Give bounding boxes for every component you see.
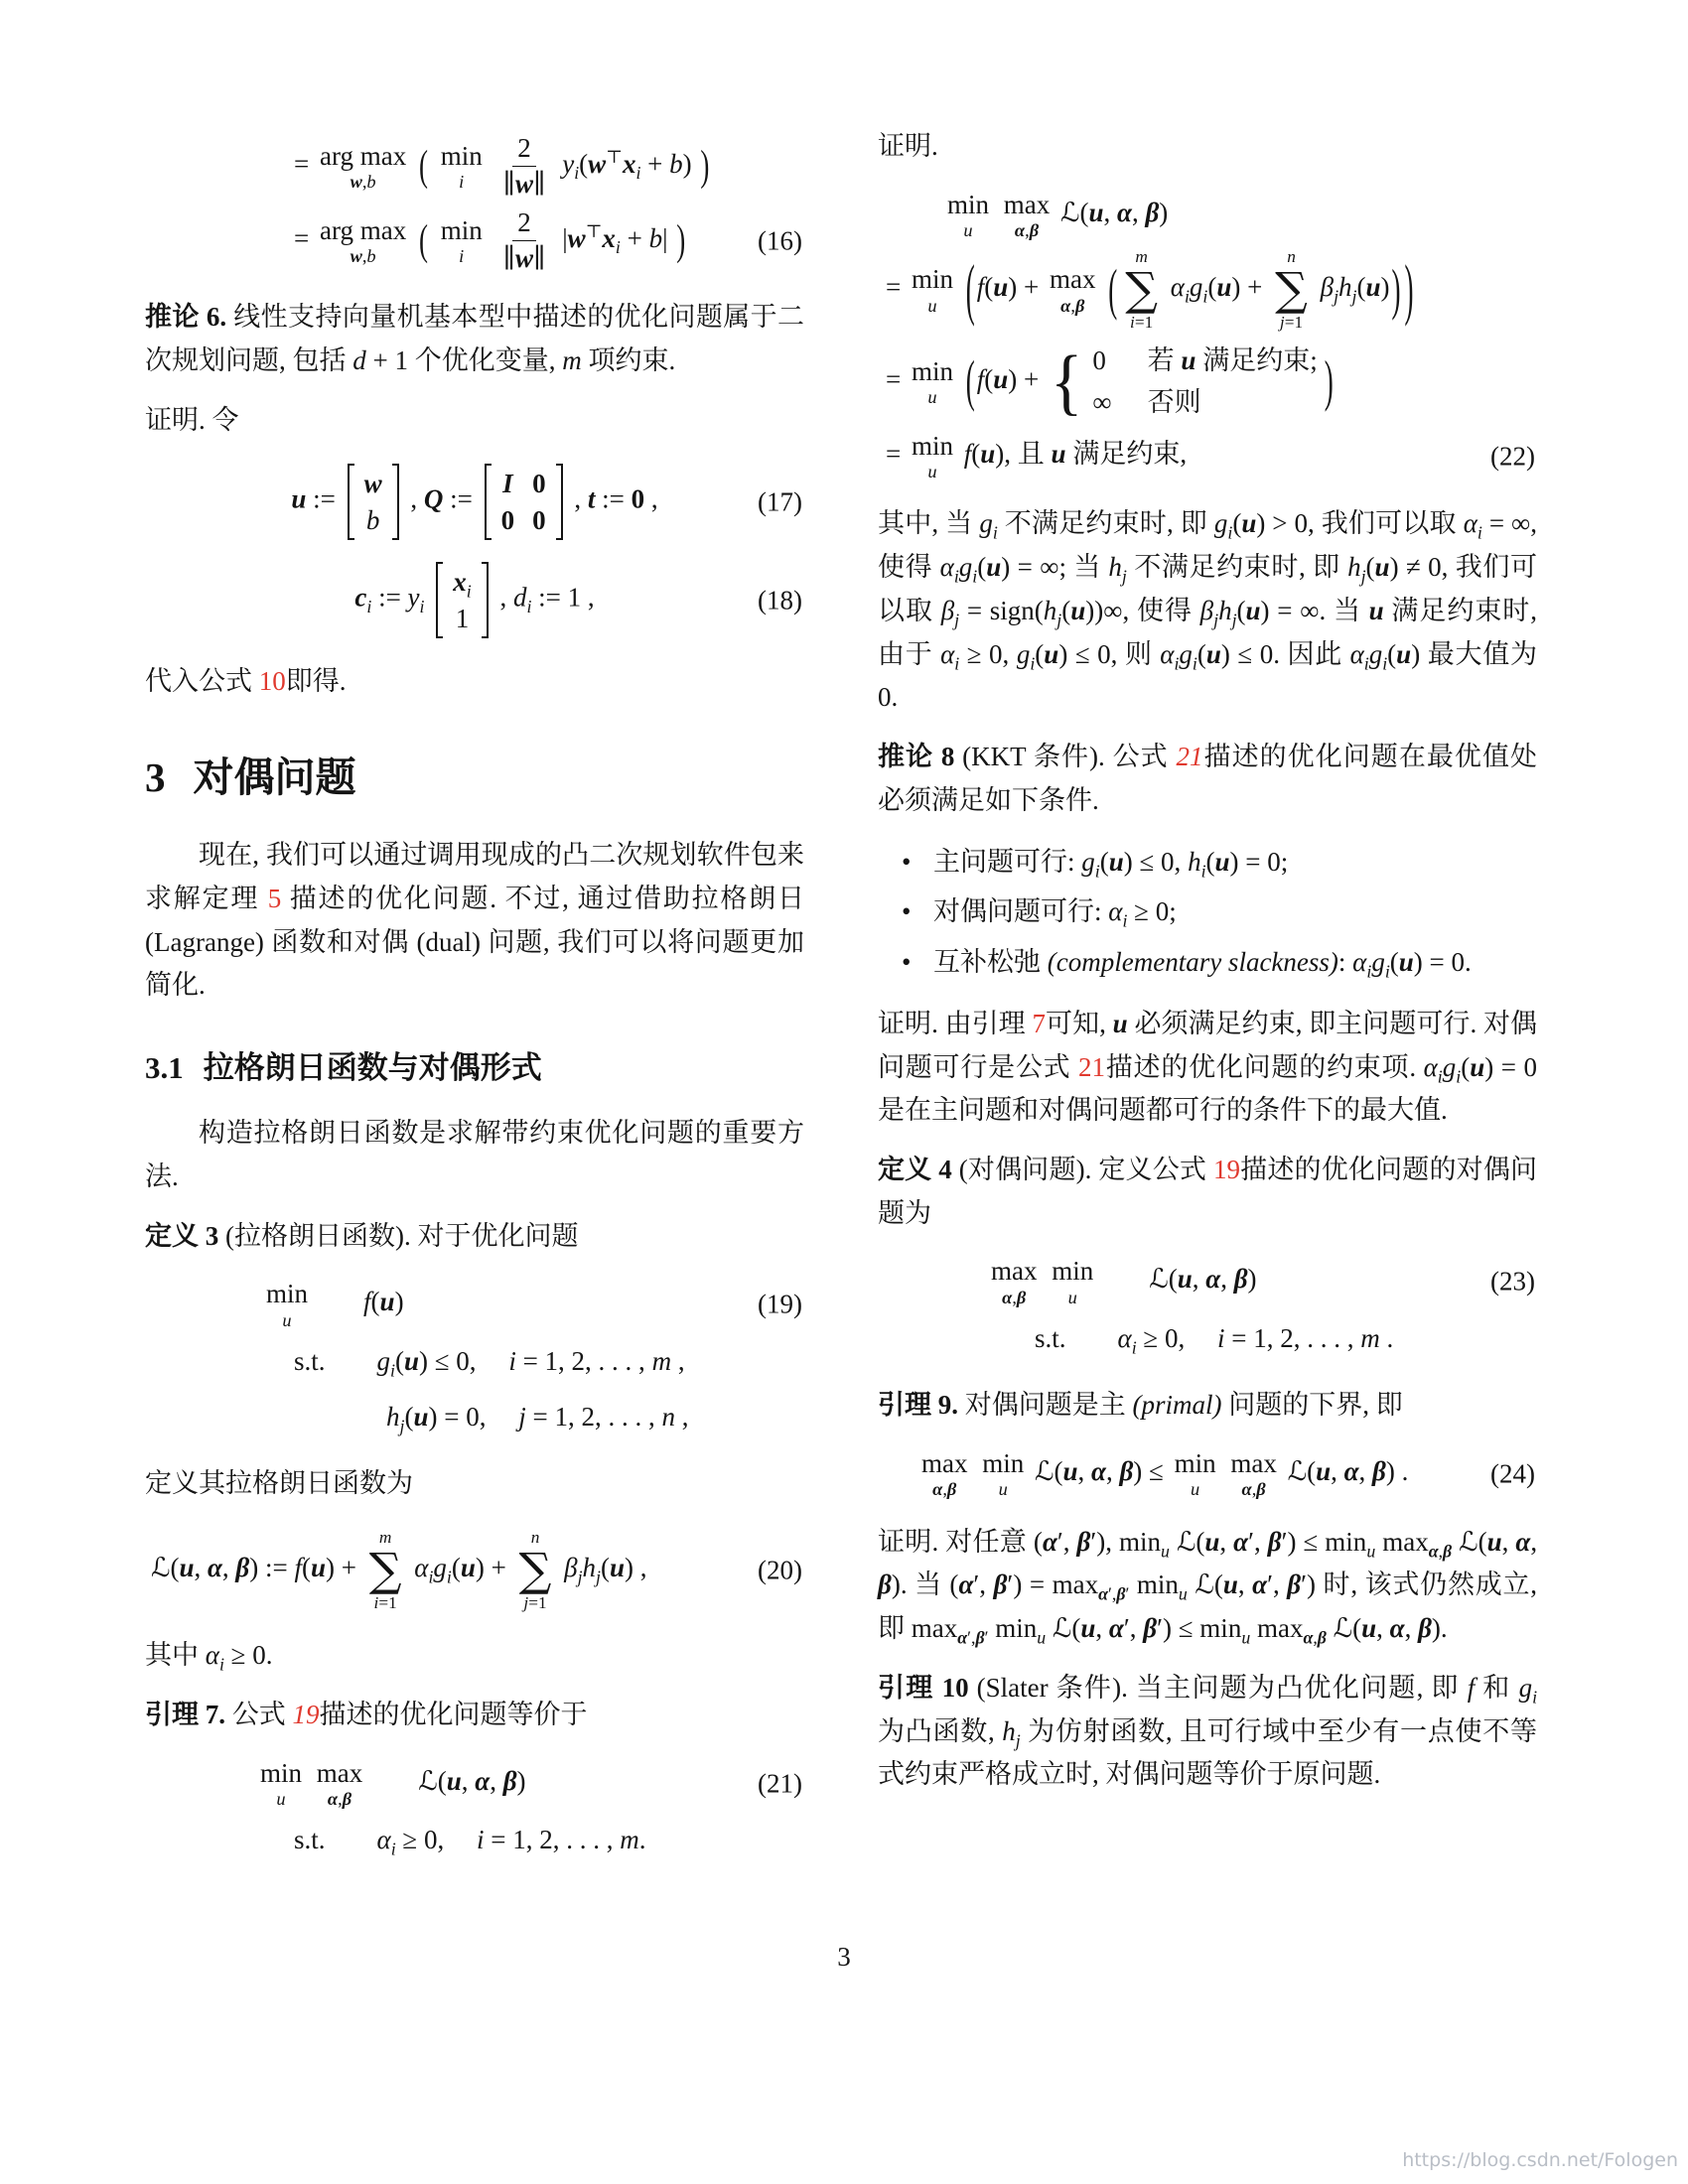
- math-content: = min u (f(u) + { 0 若 u 满足约束; ∞ 否则 ): [886, 341, 1334, 423]
- corollary-8: 推论 8 (KKT 条件). 公式 21描述的优化问题在最优值处必须满足如下条件.: [878, 742, 1538, 815]
- math-content: $c_i$ := $y_i$ $x_i$ 1 , $d_i$ := 1 ,: [354, 562, 594, 638]
- equation-line: [145, 133, 804, 200]
- proof-corollary-6-end: 代入公式 10即得.: [145, 666, 347, 697]
- equation-tag: (21): [758, 1768, 802, 1799]
- math-content: min u max α,β ℒ(u, α, β): [947, 189, 1169, 241]
- alpha-constraint-note: 其中 $\alpha_i \ge 0$.: [145, 1640, 273, 1675]
- equation-16: [145, 133, 804, 274]
- left-column: [145, 125, 804, 1886]
- lemma-ref-7[interactable]: 7: [1032, 1008, 1047, 1038]
- right-column: [878, 125, 1537, 1813]
- equation-tag: (17): [758, 486, 802, 517]
- kkt-item-dual-feasible: • 对偶问题可行: $\alpha_i \ge 0$;: [933, 890, 1537, 934]
- equation-20: [145, 1528, 804, 1613]
- equation-tag: (19): [758, 1289, 802, 1319]
- math-content: u := w b , Q := I 0 0 0 , t := 0 ,: [291, 464, 657, 540]
- subsection-title: 拉格朗日函数与对偶形式: [203, 1050, 542, 1085]
- equation-tag: (18): [758, 585, 802, 615]
- equation-line: [878, 191, 1537, 240]
- equation-line: [145, 207, 804, 274]
- thm-ref-5[interactable]: 5: [267, 883, 282, 913]
- equation-line: [878, 247, 1537, 333]
- equation-line: [878, 1257, 1537, 1306]
- math-content: max α,β min u ℒ(u, α, β): [991, 1256, 1257, 1307]
- eq-ref-21b[interactable]: 21: [1077, 1051, 1105, 1082]
- equation-tag: (16): [758, 225, 802, 256]
- equation-tag: (20): [758, 1555, 802, 1585]
- equation-18: [145, 562, 804, 638]
- kkt-item-primal-feasible: • 主问题可行: $g_i(u) \le 0$, $h_i(u) = 0$;: [933, 841, 1537, 885]
- proof-lemma-7-lead: 证明.: [878, 131, 938, 161]
- equation-tag: (23): [1490, 1266, 1535, 1297]
- equation-line: [145, 464, 804, 540]
- lagrangian-method-para: 构造拉格朗日函数是求解带约束优化问题的重要方法.: [145, 1118, 804, 1191]
- subsection-3-1-heading: [145, 1049, 804, 1086]
- equation-19: [145, 1280, 804, 1440]
- lemma-10: 引理 10 (Slater 条件). 当主问题为凸优化问题, 即 f 和 $g_i$ 为凸函数, $h_j$ 为仿射函数, 且可行域中至少有一点使不等式约束严格成立时, 对偶问题等价于原问题.: [878, 1672, 1538, 1790]
- equation-line: [145, 1280, 804, 1329]
- equation-tag: (22): [1490, 441, 1535, 472]
- subsection-number: 3.1: [145, 1050, 184, 1085]
- equation-line: [878, 1449, 1537, 1499]
- eq-ref-19[interactable]: 19: [292, 1700, 320, 1730]
- math-content: ℒ(u, α, β) := f(u) + m ∑ i=1 $\alpha_ig_i(u)$ + n ∑ j=1 $\beta_jh_j(u)$ ,: [151, 1527, 647, 1612]
- math-content: = arg max w,b ( min i $\frac{2}{\parallel w\parallel}$ $|w^⊤x_i + b|$ ): [294, 207, 686, 274]
- section-3-heading: [145, 753, 804, 802]
- kkt-item-complementary-slackness: • 互补松弛 (complementary slackness): $\alpha_ig_i(u) = 0$.: [933, 941, 1537, 985]
- proof-lemma-9: 证明. 对任意 (α′, β′), $\min_u$ ℒ(u, α′, $\beta') \le \min_u \max_{\alpha,\beta}$ ℒ(u, α, β). 当 (α′, $\beta') = \max_{\alpha',\beta'} \min_u$ ℒ(u, α′, β′) 时, 该式仍然成立, 即 $\max_{\alpha',\beta'} \min_u$ ℒ(u, α′, $\beta') \le \min_u \max_{\alpha,\beta}$ ℒ(u, α, β).: [878, 1526, 1538, 1648]
- math-content: = min u (f(u) + max α,β ( m ∑ i=1 $\alpha_ig_i(u)$ + n ∑ j=1 $\beta_jh_j(u)$) ): [886, 247, 1414, 333]
- equation-23: [878, 1257, 1537, 1362]
- equation-22: [878, 191, 1537, 481]
- equation-line: [878, 432, 1537, 481]
- equation-24: [878, 1449, 1537, 1499]
- math-content: s.t. $\alpha_i \ge 0$, i = 1, 2, . . . , m .: [1035, 1322, 1394, 1358]
- equation-17: [145, 464, 804, 540]
- kkt-conditions-list: [933, 841, 1537, 985]
- math-content: s.t. $g_i(u) \le 0$, i = 1, 2, . . . , m ,: [294, 1345, 685, 1380]
- equation-tag: (24): [1490, 1458, 1535, 1489]
- math-content: = min u f(u), 且 u 满足约束,: [886, 430, 1188, 482]
- lemma-9: 引理 9. 对偶问题是主 (primal) 问题的下界, 即: [878, 1390, 1403, 1421]
- math-content: s.t. $\alpha_i \ge 0$, i = 1, 2, . . . , m.: [294, 1825, 646, 1859]
- math-content: max α,β min u ℒ(u, α, β) ≤ min u max α,β ℒ(u, α, β) .: [921, 1447, 1409, 1500]
- eq-ref-21[interactable]: 21: [1176, 742, 1203, 772]
- math-content: = arg max w,b ( min i $\frac{2}{\parallel w\parallel}$ $y_i(w^⊤x_i + b)$ ): [294, 133, 710, 200]
- math-content: min u max α,β ℒ(u, α, β): [260, 1757, 526, 1810]
- page-number: 3: [837, 1942, 851, 1972]
- proof-corollary-6-lead: 证明. 令: [145, 404, 239, 435]
- lagrangian-define-lead: 定义其拉格朗日函数为: [145, 1468, 413, 1499]
- math-content: $h_j(u) = 0$, j = 1, 2, . . . , n ,: [386, 1401, 689, 1435]
- equation-line: [145, 1817, 804, 1864]
- eq-ref-19b[interactable]: 19: [1213, 1155, 1240, 1184]
- infinity-argument-para: 其中, 当 $g_i$ 不满足约束时, 即 $g_i(u) > 0$, 我们可以取 $\alpha_i$ = ∞, 使得 $\alpha_ig_i(u)$ = ∞; 当 $h_j$ 不满足约束时, 即 $h_j(u) \ne 0$, 我们可以取 $\beta_j$ = $sign(h_j(u))\infty$, 使得 $\beta_jh_j(u)$ = ∞. 当 u 满足约束时, 由于 $\alpha_i \ge 0$, $g_i(u) \le 0$, 则 $\alpha_ig_i(u) \le 0$. 因此 $\alpha_ig_i(u)$ 最大值为 0.: [878, 508, 1538, 713]
- equation-line: [878, 341, 1537, 424]
- equation-line: [145, 562, 804, 638]
- lemma-7: 引理 7. 公式 19描述的优化问题等价于: [145, 1700, 588, 1730]
- proof-corollary-8: 证明. 由引理 7可知, u 必须满足约束, 即主问题可行. 对偶问题可行是公式 21描述的优化问题的约束项. $\alpha_ig_i(u) = 0$ 是在主问题和对偶问题都可行的条件下的最大值.: [878, 1008, 1538, 1126]
- equation-line: [878, 1314, 1537, 1362]
- equation-21: [145, 1759, 804, 1864]
- equation-line: [145, 1393, 804, 1440]
- section-number: 3: [145, 753, 166, 800]
- equation-line: [145, 1528, 804, 1613]
- section-3-intro: 现在, 我们可以通过调用现成的凸二次规划软件包来求解定理 5 描述的优化问题. 不过, 通过借助拉格朗日 (Lagrange) 函数和对偶 (dual) 问题, 我们可以将问题更加简化.: [145, 840, 805, 1001]
- definition-3: 定义 3 (拉格朗日函数). 对于优化问题: [145, 1220, 579, 1251]
- equation-line: [145, 1337, 804, 1385]
- eq-ref-10[interactable]: 10: [258, 666, 286, 697]
- section-title: 对偶问题: [193, 753, 356, 800]
- corollary-6: 推论 6. 线性支持向量机基本型中描述的优化问题属于二次规划问题, 包括 d + 1 个优化变量, m 项约束.: [145, 302, 804, 375]
- math-content: min u f(u): [266, 1279, 404, 1330]
- equation-line: [145, 1759, 804, 1809]
- definition-4: 定义 4 (对偶问题). 定义公式 19描述的优化问题的对偶问题为: [878, 1155, 1538, 1228]
- watermark-url: https://blog.csdn.net/Fologen: [1402, 2149, 1678, 2172]
